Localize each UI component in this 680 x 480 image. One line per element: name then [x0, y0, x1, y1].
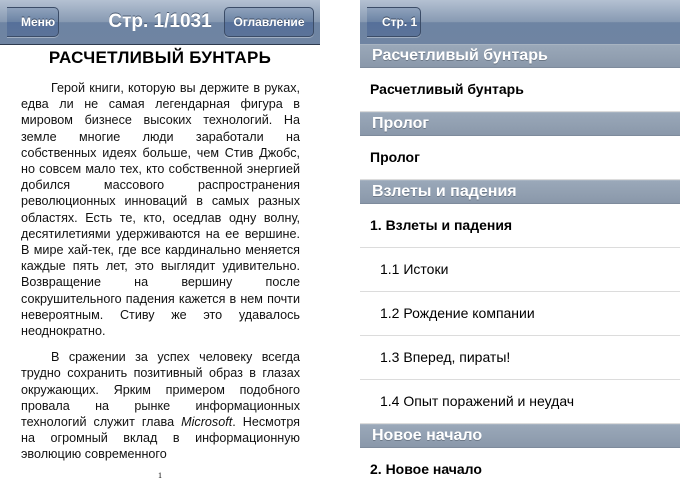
- toc-item-main[interactable]: Пролог: [360, 136, 680, 180]
- book-paragraph-2-text-b: . Несмотря на огромный вклад в информационную эволюцию современного: [21, 415, 300, 462]
- toc-list: [360, 44, 680, 480]
- back-to-page-button[interactable]: [367, 7, 421, 37]
- toc-item-sub[interactable]: 1.1 Истоки: [360, 248, 680, 292]
- section-header: Расчетливый бунтарь: [360, 44, 680, 68]
- back-to-page-label: Стр. 1: [382, 15, 418, 29]
- toc-item-sub[interactable]: 1.3 Вперед, пираты!: [360, 336, 680, 380]
- book-title: РАСЧЕТЛИВЫЙ БУНТАРЬ: [48, 48, 272, 67]
- table-of-contents-button[interactable]: [224, 7, 314, 37]
- section-header: Пролог: [360, 112, 680, 136]
- book-paragraph-2-text-a: В сражении за успех человеку всегда трудно сохранить позитивный образ в глазах окружающих. Ярким примером подобного провала на рынке информационных технологий служит глава: [21, 350, 300, 430]
- reader-screen: [0, 0, 320, 480]
- toc-item-main[interactable]: Расчетливый бунтарь: [360, 68, 680, 112]
- section-header: Взлеты и падения: [360, 180, 680, 204]
- toc-item-sub[interactable]: 1.4 Опыт поражений и неудач: [360, 380, 680, 424]
- toc-button-label: Оглавление: [233, 15, 305, 29]
- toc-screen: [360, 0, 680, 480]
- book-text: [21, 80, 300, 473]
- toc-item-main[interactable]: 1. Взлеты и падения: [360, 204, 680, 248]
- menu-back-label: Меню: [21, 15, 56, 29]
- menu-back-button[interactable]: [7, 7, 59, 37]
- page-number: 1: [158, 471, 162, 480]
- page-counter-title: Стр. 1/1031: [108, 11, 212, 32]
- section-header: Новое начало: [360, 424, 680, 448]
- book-paragraph-2-emphasis: Microsoft: [181, 415, 233, 430]
- book-paragraph-1: Герой книги, которую вы держите в руках, едва ли не самая легендарная фигура в мировом бизнесе высоких технологий. На земле многие люди заработали на собственных идеях больше, чем Стив Джобс, но совсем мало тех, кто собственной энергией добился массового распространения революционных инноваций в самых разных областях. Есть те, кто, оседлав одну волну, десятилетиями удерживаются на ее вершине. В мире хай-тек, где все кардинально меняется каждые пять лет, это выглядит удивительно. Возвращение на вершину после сокрушительного падения кажется в нем почти невероятным. Стиву же это удавалось неоднократно.: [21, 81, 300, 339]
- reader-navbar: [0, 0, 320, 45]
- toc-item-sub[interactable]: 1.2 Рождение компании: [360, 292, 680, 336]
- toc-navbar: [360, 0, 680, 45]
- toc-item-main[interactable]: 2. Новое начало: [360, 448, 680, 480]
- book-paragraph-2: [21, 349, 300, 462]
